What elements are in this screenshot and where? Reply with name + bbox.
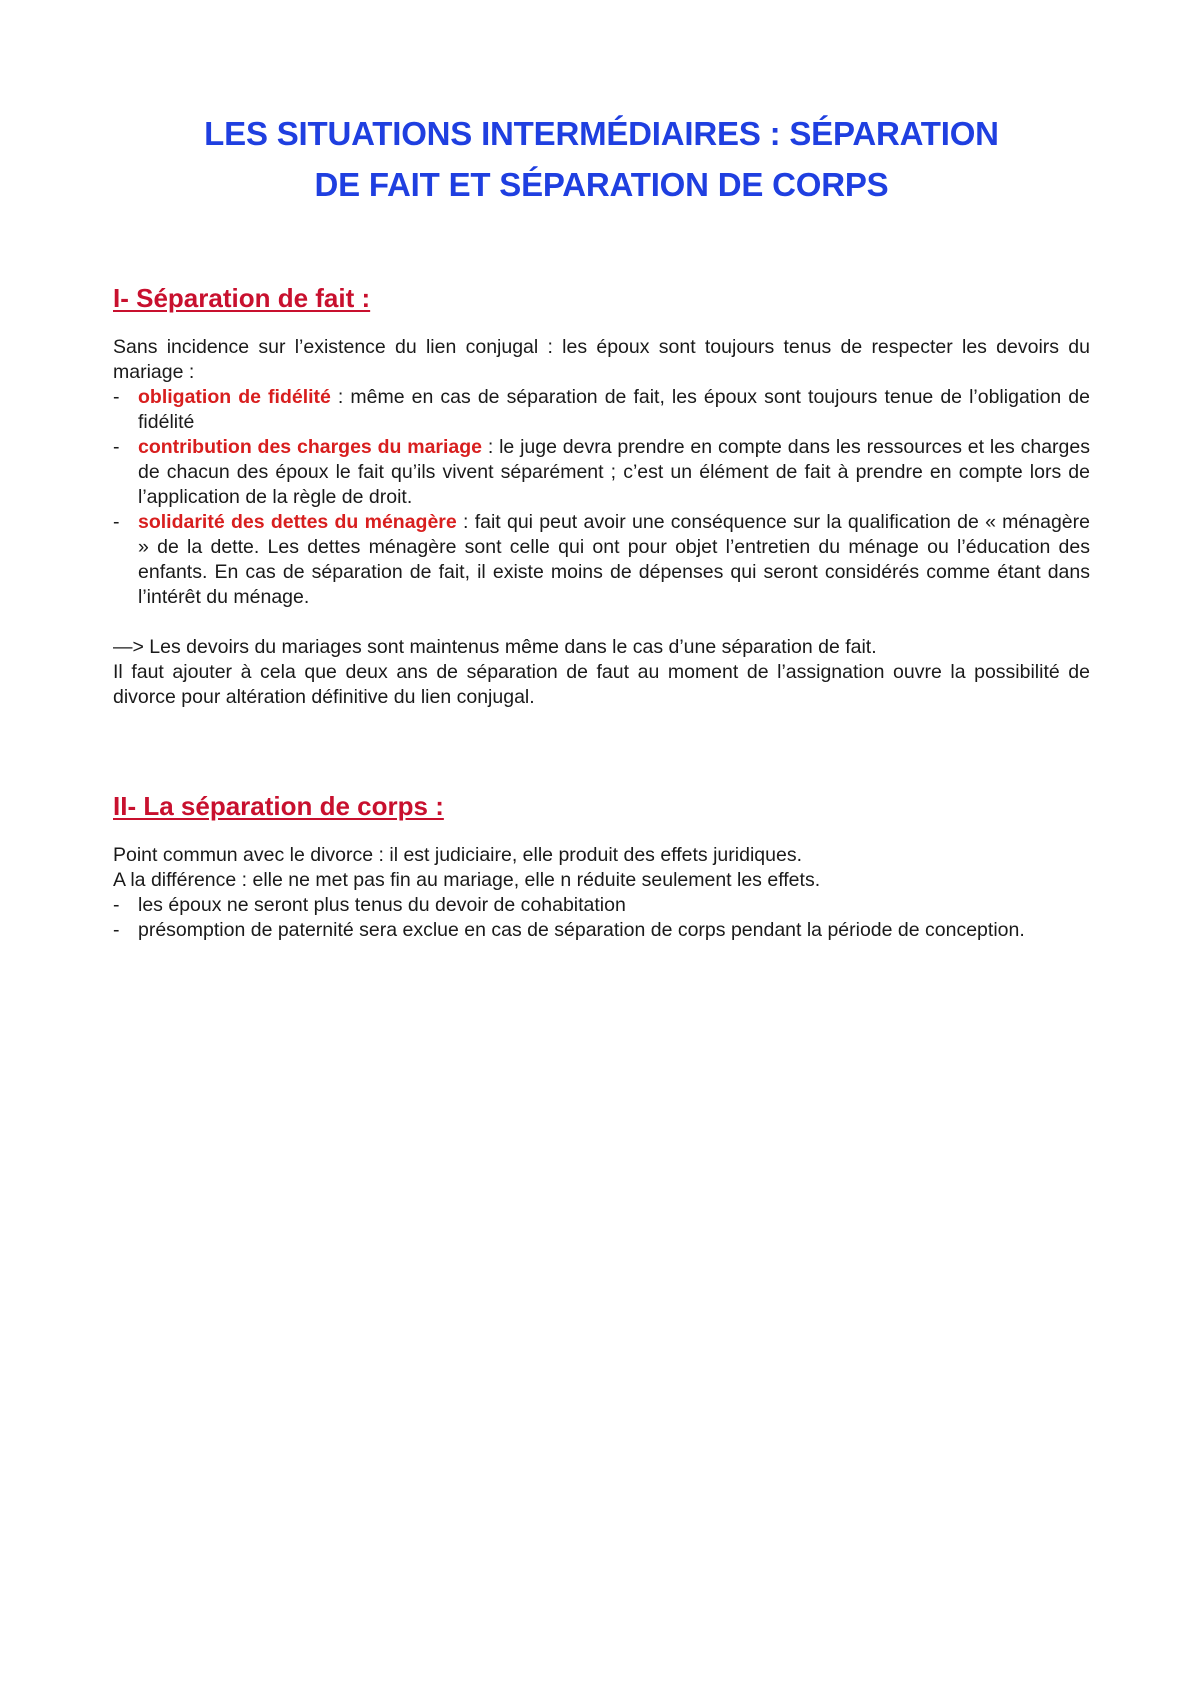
section-2-heading: II- La séparation de corps : [113,791,444,821]
list-item [113,510,1090,610]
list-item-term: contribution des charges du mariage [138,436,483,458]
list-item [113,385,1090,435]
list-item [113,918,1090,943]
list-dash: - [113,919,120,941]
list-item-term: obligation de fidélité [138,386,331,408]
document-page [113,108,1090,943]
section-2-difference: A la différence : elle ne met pas fin au mariage, elle n réduite seulement les effets. [113,869,821,891]
section-1-addendum: Il faut ajouter à cela que deux ans de séparation de faut au moment de l’assignation ouvre la possibilité de divorce pour altération définitive du lien conjugal. [113,661,1090,708]
list-item [113,893,1090,918]
list-item-text: présomption de paternité sera exclue en cas de séparation de corps pendant la période de conception. [138,919,1025,941]
document-title [113,108,1090,210]
list-item [113,435,1090,510]
list-dash: - [113,386,120,408]
section-1-heading: I- Séparation de fait : [113,283,371,313]
document-title-line-1: LES SITUATIONS INTERMÉDIAIRES : SÉPARATION [204,115,999,152]
list-dash: - [113,436,120,458]
list-dash: - [113,511,120,533]
section-2-common-point: Point commun avec le divorce : il est judiciaire, elle produit des effets juridiques. [113,844,802,866]
section-2-effects-list [113,893,1090,943]
list-dash: - [113,894,120,916]
list-item-text: : fait qui peut avoir une conséquence sur la qualification de « ménagère » de la dette. Les dettes ménagère sont celle qui ont pour objet l’entretien du ménage ou l’éducation des enfants. En cas de séparation de fait, il existe moins de dépenses qui seront considérés comme étant dans l’intérêt du ménage. [138,511,1090,608]
document-title-line-2: DE FAIT ET SÉPARATION DE CORPS [314,166,889,203]
list-item-term: solidarité des dettes du ménagère [138,511,457,533]
list-item-text: les époux ne seront plus tenus du devoir de cohabitation [138,894,626,916]
section-1-duties-list [113,385,1090,610]
list-item-text: : le juge devra prendre en compte dans les ressources et les charges de chacun des époux le fait qu’ils vivent séparément ; c’est un élément de fait à prendre en compte lors de l’application de la règle de droit. [138,436,1090,508]
list-item-text: : même en cas de séparation de fait, les époux sont toujours tenue de l’obligation de fidélité [138,386,1090,433]
section-1-intro: Sans incidence sur l’existence du lien conjugal : les époux sont toujours tenus de respecter les devoirs du mariage : [113,336,1090,383]
section-1-conclusion: —> Les devoirs du mariages sont maintenus même dans le cas d’une séparation de fait. [113,636,877,658]
